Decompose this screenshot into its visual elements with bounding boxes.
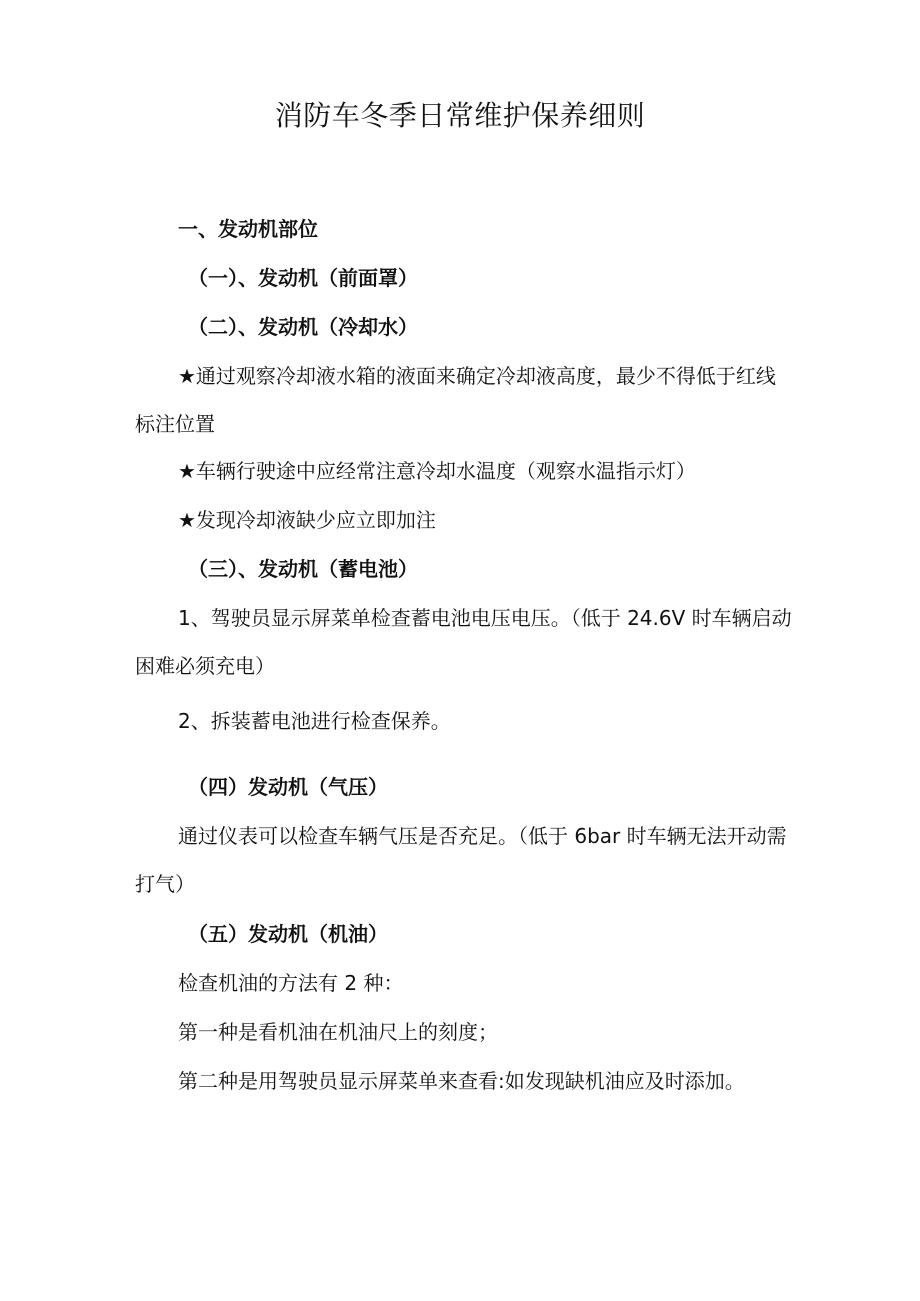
oil-method-dipstick: 第一种是看机油在机油尺上的刻度； (178, 1020, 498, 1044)
subsection-engine-oil: （五）发动机（机油） (188, 922, 388, 946)
battery-voltage-paragraph: 1、驾驶员显示屏菜单检查蓄电池电压电压。（低于 24.6V 时车辆启动困难必须充电） (135, 606, 792, 678)
air-pressure-paragraph: 通过仪表可以检查车辆气压是否充足。（低于 6bar 时车辆无法开动需打气） (135, 824, 787, 896)
oil-check-methods: 检查机油的方法有 2 种： (178, 971, 404, 995)
subsection-front-cover: （一）、发动机（前面罩） (188, 266, 418, 290)
coolant-level-paragraph: ★通过观察冷却液水箱的液面来确定冷却液高度，最少不得低于红线标注位置 (135, 364, 776, 436)
subsection-battery: （三）、发动机（蓄电池） (188, 557, 418, 581)
subsection-coolant: （二）、发动机（冷却水） (188, 315, 418, 339)
battery-maintenance-item: 2、拆装蓄电池进行检查保养。 (178, 709, 451, 733)
coolant-temperature-item: ★车辆行驶途中应经常注意冷却水温度（观察水温指示灯） (178, 459, 696, 483)
subsection-air-pressure: （四）发动机（气压） (188, 775, 388, 799)
coolant-refill-item: ★发现冷却液缺少应立即加注 (178, 508, 436, 532)
document-title: 消防车冬季日常维护保养细则 (274, 99, 646, 132)
section-heading-engine: 一、发动机部位 (178, 217, 318, 241)
oil-method-display: 第二种是用驾驶员显示屏菜单来查看:如发现缺机油应及时添加。 (178, 1069, 745, 1093)
